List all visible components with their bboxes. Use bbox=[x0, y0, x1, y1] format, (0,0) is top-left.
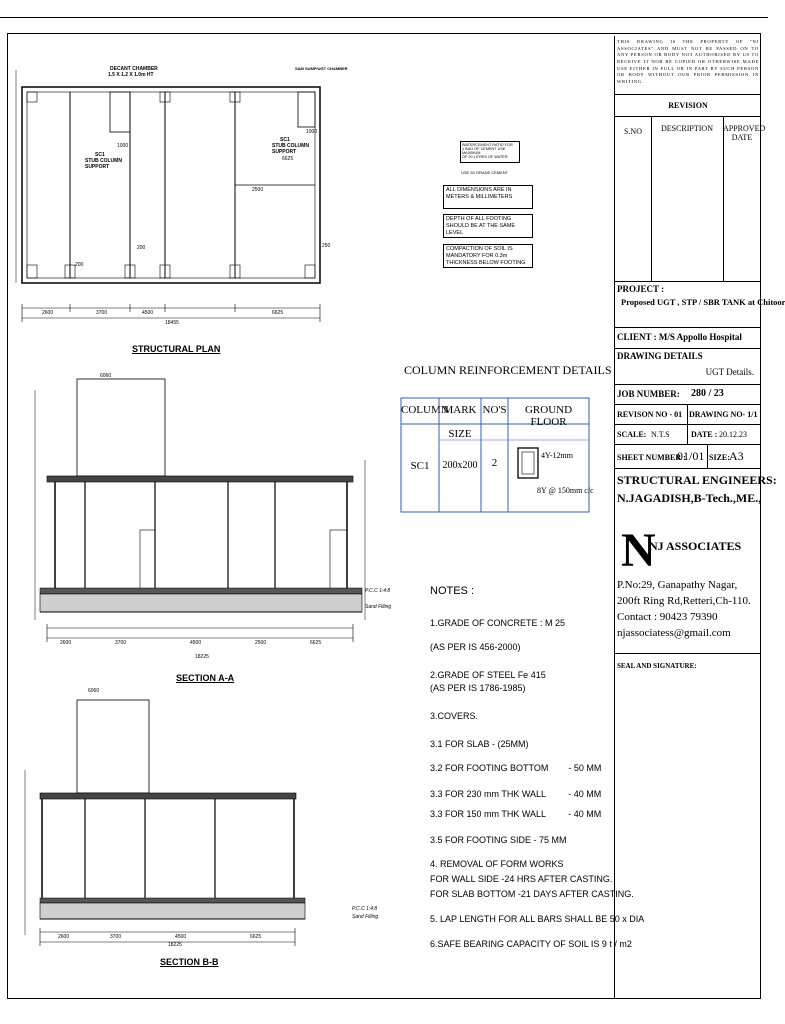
section-a-total: 18225 bbox=[195, 654, 209, 660]
note-item: 3.1 FOR SLAB - (25MM) bbox=[430, 739, 529, 749]
cement-grade-note: USE 53 GRADE CEMENT bbox=[461, 170, 509, 175]
plan-dim-small: 1000 bbox=[117, 143, 129, 149]
scale-date-row bbox=[615, 424, 761, 444]
column-ties-spec: 8Y @ 150mm c/c bbox=[537, 486, 594, 495]
structural-plan-drawing bbox=[16, 70, 320, 322]
section-b-dim: 6625 bbox=[250, 934, 262, 940]
sheet-number-value: 01/01 bbox=[677, 449, 705, 463]
section-a-dim: 3700 bbox=[115, 640, 127, 646]
seal-label: SEAL AND SIGNATURE: bbox=[617, 662, 697, 670]
engineer-name: N.JAGADISH,B-Tech.,ME., bbox=[617, 491, 762, 505]
drawing-details-value: UGT Details. bbox=[705, 367, 754, 377]
col-header-size: SIZE bbox=[448, 428, 472, 440]
note-item: FOR WALL SIDE -24 HRS AFTER CASTING. bbox=[430, 874, 613, 884]
plan-dim-small: 1000 bbox=[306, 129, 318, 135]
column-table-title: COLUMN REINFORCEMENT DETAILS bbox=[404, 363, 612, 377]
notes-heading: NOTES : bbox=[430, 585, 475, 597]
revision-label: REVISION bbox=[668, 101, 708, 110]
address-line-2: 200ft Ring Rd,Retteri,Ch-110. bbox=[617, 595, 751, 607]
revision-drawing-row bbox=[615, 404, 761, 424]
section-b-dim: 2600 bbox=[58, 934, 70, 940]
col-header-mark: MARK bbox=[443, 404, 477, 416]
drawing-no: DRAWING NO- 1/1 bbox=[689, 410, 758, 419]
title-block bbox=[614, 36, 785, 998]
section-a-dim: 2500 bbox=[255, 640, 267, 646]
address-line-1: P.No:29, Ganapathy Nagar, bbox=[617, 579, 738, 591]
note-item: FOR SLAB BOTTOM -21 DAYS AFTER CASTING. bbox=[430, 889, 634, 899]
note-item: (AS PER IS 456-2000) bbox=[430, 642, 521, 652]
section-b-total: 18225 bbox=[168, 942, 182, 948]
column-mark-value: SC1 bbox=[410, 460, 430, 472]
section-b-pcc: P.C.C 1:4:8 bbox=[352, 906, 378, 912]
firm-name: NJ ASSOCIATES bbox=[649, 539, 742, 553]
contact-number: Contact : 90423 79390 bbox=[617, 611, 718, 623]
plan-sc1-left: SC1 bbox=[95, 152, 105, 158]
client-label: CLIENT : M/S Appollo Hospital bbox=[617, 332, 742, 342]
section-a-title: SECTION A-A bbox=[176, 673, 235, 683]
plan-sc1-right: SC1 bbox=[280, 137, 290, 143]
plan-dim-small: 200 bbox=[137, 245, 146, 251]
drawing-details-label: DRAWING DETAILS bbox=[617, 351, 703, 361]
seal-section bbox=[615, 653, 761, 998]
col-header-column: COLUMN bbox=[401, 404, 449, 416]
sheet-number-label: SHEET NUMBER : bbox=[617, 453, 686, 462]
section-a-top-dim: 6060 bbox=[100, 373, 112, 379]
section-b-title: SECTION B-B bbox=[160, 957, 219, 967]
column-bar-spec: 4Y-12mm bbox=[541, 451, 573, 460]
info-box-compaction: COMPACTION OF SOIL IS MANDATORY FOR 0.3m THICKNESS BELOW FOOTING bbox=[443, 244, 533, 268]
drawing-details-row bbox=[615, 348, 761, 384]
engineer-section bbox=[615, 468, 777, 653]
structural-engineers-label: STRUCTURAL ENGINEERS: bbox=[617, 473, 777, 487]
job-number-row bbox=[615, 384, 761, 404]
column-nos-value: 2 bbox=[491, 457, 498, 469]
section-a-drawing bbox=[35, 379, 365, 642]
plan-dim: 4500 bbox=[142, 310, 154, 316]
revision-approved-label: APPROVED DATE bbox=[723, 124, 766, 142]
plan-decant-label: DECANT CHAMBER bbox=[110, 66, 158, 72]
section-a-dim: 2600 bbox=[60, 640, 72, 646]
revision-table bbox=[615, 116, 766, 281]
note-item: 1.GRADE OF CONCRETE : M 25 bbox=[430, 618, 566, 628]
project-section bbox=[615, 281, 785, 327]
job-number-value: 280 / 23 bbox=[691, 388, 724, 399]
note-item: 3.3 FOR 150 mm THK WALL - 40 MM bbox=[430, 809, 602, 819]
note-item: 5. LAP LENGTH FOR ALL BARS SHALL BE 50 x DIA bbox=[430, 914, 645, 924]
info-box-dimensions: ALL DIMENSIONS ARE IN METERS & MILLIMETERS bbox=[443, 185, 533, 209]
section-a-pcc: P.C.C 1:4:8 bbox=[365, 588, 391, 594]
note-item: (AS PER IS 1786-1985) bbox=[430, 683, 526, 693]
client-row bbox=[615, 327, 761, 348]
job-number-label: JOB NUMBER: bbox=[617, 389, 680, 399]
note-item: 3.2 FOR FOOTING BOTTOM - 50 MM bbox=[430, 763, 602, 773]
plan-dim-small: 2500 bbox=[252, 187, 264, 193]
revision-header-row bbox=[615, 94, 761, 116]
section-a-dim: 4500 bbox=[190, 640, 202, 646]
plan-stub-right: STUB COLUMN SUPPORT bbox=[272, 143, 309, 155]
note-item: 3.3 FOR 230 mm THK WALL - 40 MM bbox=[430, 789, 602, 799]
scale-value: N.T.S bbox=[651, 430, 670, 439]
date-label: DATE : bbox=[691, 430, 718, 439]
revision-no: REVISON NO - 01 bbox=[617, 410, 683, 419]
plan-decant-size: 1.5 X 1.2 X 1.0m HT bbox=[108, 72, 154, 78]
size-label: SIZE: bbox=[709, 453, 730, 462]
plan-stub-left: STUB COLUMN SUPPORT bbox=[85, 158, 122, 170]
plan-dim-small: 200 bbox=[75, 262, 84, 268]
note-item: 6.SAFE BEARING CAPACITY OF SOIL IS 9 t / m2 bbox=[430, 939, 632, 949]
col-header-ground-floor: GROUND FLOOR bbox=[524, 404, 573, 428]
project-label: PROJECT : bbox=[617, 284, 665, 294]
plan-total-dim: 18455 bbox=[165, 320, 179, 326]
plan-dim: 2600 bbox=[42, 310, 54, 316]
section-b-drawing bbox=[25, 700, 305, 946]
section-a-sand: Sand Filling bbox=[365, 604, 392, 610]
plan-dim: 3700 bbox=[96, 310, 108, 316]
project-value: Proposed UGT , STP / SBR TANK at Chitoor bbox=[621, 297, 785, 307]
sheet-number-row bbox=[615, 444, 761, 468]
section-a-dim: 6625 bbox=[310, 640, 322, 646]
revision-sno-label: S.NO bbox=[623, 127, 642, 136]
contact-email: njassociatess@gmail.com bbox=[617, 627, 731, 639]
scale-label: SCALE: bbox=[617, 430, 647, 439]
note-item: 4. REMOVAL OF FORM WORKS bbox=[430, 859, 564, 869]
revision-description-label: DESCRIPTION bbox=[660, 124, 713, 133]
date-value: 20.12.23 bbox=[719, 430, 747, 439]
size-value: A3 bbox=[729, 449, 744, 463]
water-cement-box: WATERCEMENT RATIO FOR 1 BAG OF CEMENT USE MAXIMUM OF 20 LITRES OF WATER. bbox=[460, 141, 520, 163]
structural-plan-title: STRUCTURAL PLAN bbox=[132, 344, 221, 354]
plan-dim-small: 6625 bbox=[282, 156, 294, 162]
note-item: 2.GRADE OF STEEL Fe 415 bbox=[430, 670, 546, 680]
section-b-dim: 4500 bbox=[175, 934, 187, 940]
info-box-footing-depth: DEPTH OF ALL FOOTING SHOULD BE AT THE SAME LEVEL bbox=[443, 214, 533, 238]
section-b-sand: Sand Filling bbox=[352, 914, 379, 920]
column-size-value: 200x200 bbox=[442, 460, 478, 471]
plan-sump-label: SAM SUMP/UGT CHAMBER bbox=[295, 66, 348, 71]
plan-dim-small: 250 bbox=[322, 243, 331, 249]
plan-dim: 6625 bbox=[272, 310, 284, 316]
copyright-notice: THIS DRAWING IS THE PROPERTY OF "NJ ASSOCIATES" AND MUST NOT BE PASSED ON TO ANY PERSON OR BODY NOT AUTHORISED BY US TO RECEIVE IT NOR BE COPIED OR OTHERWISE MADE USE EITHER IN FULL OR IN PART BY SUCH PERSON OR BODY WITHOUT OUR PRIOR PERMISSION IN WRITING. bbox=[617, 39, 759, 84]
note-item: 3.COVERS. bbox=[430, 711, 479, 721]
col-header-nos: NO'S bbox=[482, 404, 507, 416]
firm-logo: N bbox=[621, 524, 656, 577]
section-b-top-dim: 6060 bbox=[88, 688, 100, 694]
section-b-dim: 3700 bbox=[110, 934, 122, 940]
note-item: 3.5 FOR FOOTING SIDE - 75 MM bbox=[430, 835, 567, 845]
